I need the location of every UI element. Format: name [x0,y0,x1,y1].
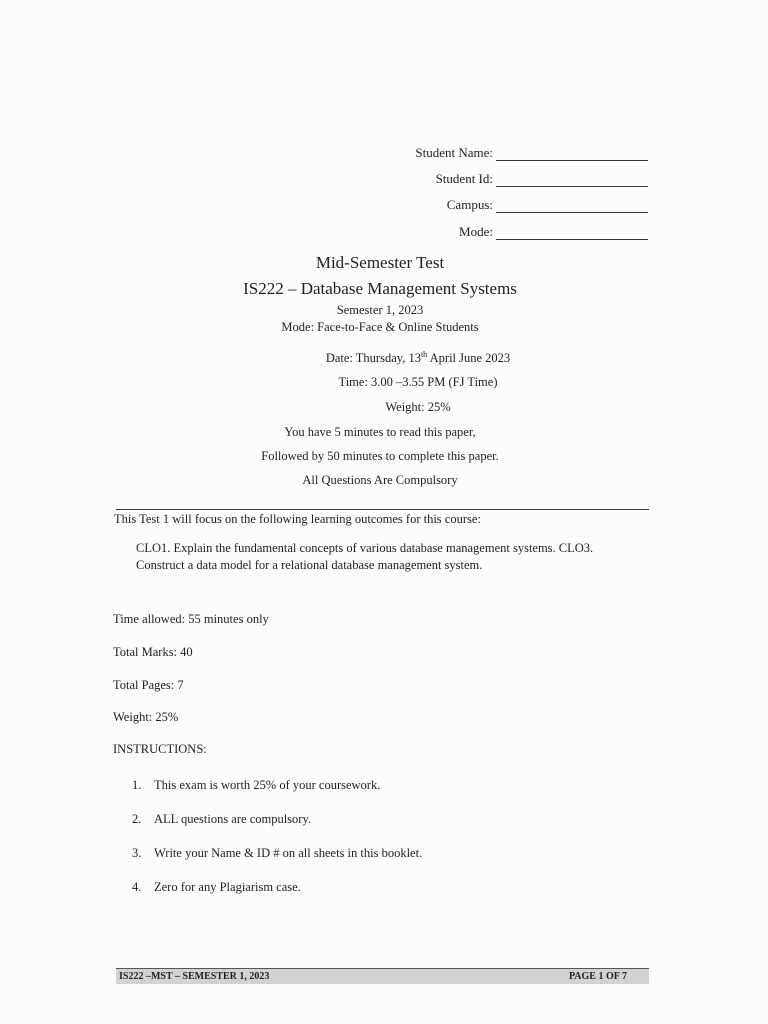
instruction-number: 3. [132,846,142,860]
date-suffix: April June 2023 [427,351,511,366]
outcomes-line-1: CLO1. Explain the fundamental concepts of various database management systems. CLO3. [136,541,594,555]
page-footer [116,968,649,984]
weight-line: Weight: 25% [385,400,451,414]
instruction-number: 1. [132,778,142,792]
mode-field [459,222,648,240]
compulsory-note: All Questions Are Compulsory [302,473,458,487]
course-title: IS222 – Database Management Systems [243,279,517,298]
instruction-number: 4. [132,880,142,894]
instruction-item [132,846,422,861]
instruction-text: Zero for any Plagiarism case. [154,880,301,894]
instruction-item [132,778,380,793]
mode-label: Mode: [459,224,493,239]
date-line [38,350,768,366]
details-weight: Weight: 25% [113,710,179,724]
student-name-blank [496,146,648,161]
total-pages: Total Pages: 7 [113,678,184,692]
footer-course-label: IS222 –MST – SEMESTER 1, 2023 [119,971,270,982]
campus-field [447,195,648,213]
mode-blank [496,225,648,240]
campus-label: Campus: [446,197,493,212]
outcomes-text [136,540,651,574]
instruction-item [132,812,311,827]
outcomes-line-2: Construct a data model for a relational database management system. [136,558,483,572]
instructions-heading: INSTRUCTIONS: [113,742,207,756]
instruction-text: ALL questions are compulsory. [154,812,312,826]
mode-line: Mode: Face-to-Face & Online Students [281,320,479,334]
student-name-label: Student Name: [415,145,493,160]
read-time-note: You have 5 minutes to read this paper, [284,425,476,439]
student-id-blank [496,172,648,187]
date-prefix: Date: Thursday, 13 [325,351,421,366]
total-marks: Total Marks: 40 [113,645,193,659]
complete-time-note: Followed by 50 minutes to complete this paper. [261,449,499,463]
footer-page-number: PAGE 1 OF 7 [568,971,627,982]
outcomes-intro: This Test 1 will focus on the following learning outcomes for this course: [114,512,481,526]
time-allowed: Time allowed: 55 minutes only [113,612,269,626]
student-id-field [436,169,648,187]
section-divider [116,509,649,510]
instruction-item [132,880,301,895]
test-title: Mid-Semester Test [315,253,445,272]
time-line: Time: 3.00 –3.55 PM (FJ Time) [338,375,498,389]
date-superscript: th [420,350,428,359]
instruction-number: 2. [132,812,142,826]
semester-line: Semester 1, 2023 [336,303,424,317]
student-id-label: Student Id: [435,171,493,186]
instruction-text: This exam is worth 25% of your coursework. [154,778,381,792]
instruction-text: Write your Name & ID # on all sheets in this booklet. [154,846,423,860]
campus-blank [496,198,648,213]
student-name-field [415,143,648,161]
